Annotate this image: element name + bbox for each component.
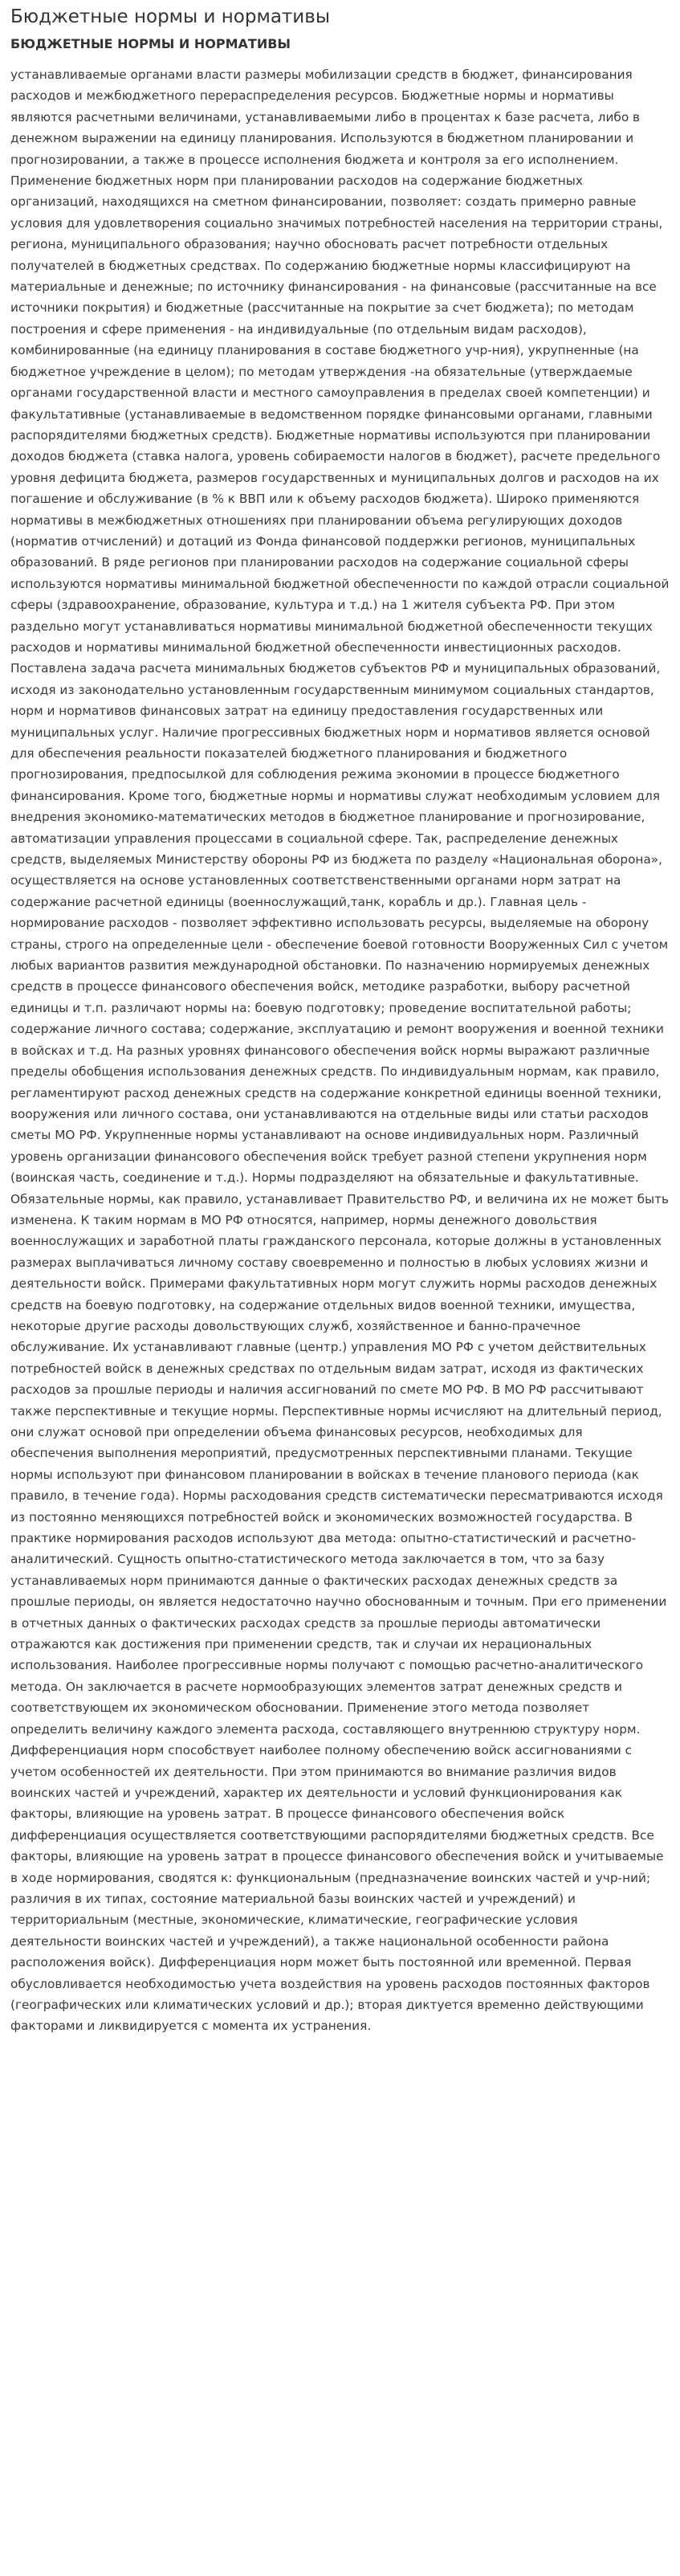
article-body-text: устанавливаемые органами власти размеры мобилизации средств в бюджет, финансирования расходов и межбюджетного перераспределения ресурсов. Бюджетные нормы и нормативы являются расчетными величинами, устанавливаемыми либо в процентах к базе расчета, либо в денежном выражении на единицу планирования. Используются в бюджетном планировании и прогнозировании, а также в процессе исполнения бюджета и контроля за его исполнением. Применение бюджетных норм при планировании расходов на содержание бюджетных организаций, находящихся на сметном финансировании, позволяет: создать примерно равные условия для удовлетворения социально значимых потребностей населения на территории страны, региона, муниципального образования; научно обосновать расчет потребности отдельных получателей в бюджетных средствах. По содержанию бюджетные нормы классифицируют на материальные и денежные; по источнику финансирования - на финансовые (рассчитанные на все источники покрытия) и бюджетные (рассчитанные на покрытие за счет бюджета); по методам построения и сфере применения - на индивидуальные (по отдельным видам расходов), комбинированные (на единицу планирования в составе бюджетного учр-ния), укрупненные (на бюджетное учреждение в целом); по методам утверждения -на обязательные (утверждаемые органами государственной власти и местного самоуправления в пределах своей компетенции) и факультативные (устанавливаемые в ведомственном порядке финансовыми органами, главными распорядителями бюджетных средств). Бюджетные нормативы используются при планировании доходов бюджета (ставка налога, уровень собираемости налогов в бюджет), расчете предельного уровня дефицита бюджета, размеров государственных и муниципальных долгов и расходов на их погашение и обслуживание (в % к ВВП или к объему расходов бюджета). Широко применяются нормативы в межбюджетных отношениях при планировании объема регулирующих доходов (норматив отчислений) и дотаций из Фонда финансовой поддержки регионов, муниципальных образований. В ряде регионов при планировании расходов на содержание социальной сферы используются нормативы минимальной бюджетной обеспеченности по каждой отрасли социальной сферы (здравоохранение, образование, культура и т.д.) на 1 жителя субъекта РФ. При этом раздельно могут устанавливаться нормативы минимальной бюджетной обеспеченности текущих расходов и нормативы минимальной бюджетной обеспеченности инвестиционных расходов. Поставлена задача расчета минимальных бюджетов субъектов РФ и муниципальных образований, исходя из законодательно установленным государственным минимумом социальных стандартов, норм и нормативов финансовых затрат на единицу предоставления государственных или муниципальных услуг. Наличие прогрессивных бюджетных норм и нормативов является основой для обеспечения реальности показателей бюджетного планирования и бюджетного прогнозирования, предпосылкой для соблюдения режима экономии в процессе бюджетного финансирования. Кроме того, бюджетные нормы и нормативы служат необходимым условием для внедрения экономико-математических методов в бюджетное планирование и прогнозирование, автоматизации управления процессами в социальной сфере. Так, распределение денежных средств, выделяемых Министерству обороны РФ из бюджета по разделу «Национальная оборона», осуществляется на основе установленных соответственственными органами норм затрат на содержание расчетной единицы (военнослужащий,танк, корабль и др.). Главная цель - нормирование расходов - позволяет эффективно использовать ресурсы, выделяемые на оборону страны, строго на определенные цели - обеспечение боевой готовности Вооруженных Сил с учетом любых вариантов развития международной обстановки. По назначению нормируемых денежных средств в процессе финансового обеспечения войск, методике разработки, выбору расчетной единицы и т.п. различают нормы на: боевую подготовку; проведение воспитательной работы; содержание личного состава; содержание, эксплуатацию и ремонт вооружения и военной техники в войсках и т.д. На разных уровнях финансового обеспечения войск нормы выражают различные пределы обобщения использования денежных средств. По индивидуальным нормам, как правило, регламентируют расход денежных средств на содержание конкретной единицы военной техники, вооружения или личного состава, они устанавливаются на отдельные виды или статьи расходов сметы МО РФ. Укрупненные нормы устанавливают на основе индивидуальных норм. Различный уровень организации финансового обеспечения войск требует разной степени укрупнения норм (воинская часть, соединение и т.д.). Нормы подразделяют на обязательные и факультативные. Обязательные нормы, как правило, устанавливает Правительство РФ, и величина их не может быть изменена. К таким нормам в МО РФ относятся, например, нормы денежного довольствия военнослужащих и заработной платы гражданского персонала, которые должны в установленных размерах выплачиваться личному составу своевременно и полностью в любых условиях жизни и деятельности войск. Примерами факультативных норм могут служить нормы расходов денежных средств на боевую подготовку, на содержание отдельных видов военной техники, имущества, некоторые другие расходы довольствующих служб, хозяйственное и банно-прачечное обслуживание. Их устанавливают главные (центр.) управления МО РФ с учетом действительных потребностей войск в денежных средствах по отдельным видам затрат, исходя из фактических расходов за прошлые периоды и наличия ассигнований по смете МО РФ. В МО РФ рассчитывают также перспективные и текущие нормы. Перспективные нормы исчисляют на длительный период, они служат основой при определении объема финансовых ресурсов, необходимых для обеспечения выполнения мероприятий, предусмотренных перспективными планами. Текущие нормы используют при финансовом планировании в войсках в течение планового периода (как правило, в течение года). Нормы расходования средств систематически пересматриваются исходя из постоянно меняющихся потребностей войск и экономических возможностей государства. В практике нормирования расходов используют два метода: опытно-статистический и расчетно-аналитический. Сущность опытно-статистического метода заключается в том, что за базу устанавливаемых норм принимаются данные о фактических расходах денежных средств за прошлые периоды, он является недостаточно научно обоснованным и точным. При его применении в отчетных данных о фактических расходах средств за прошлые периоды автоматически отражаются как достижения при применении средств, так и случаи их нерациональных использования. Наиболее прогрессивные нормы получают с помощью расчетно-аналитического метода. Он заключается в расчете нормообразующих элементов затрат денежных средств и соответствующем их экономическом обосновании. Применение этого метода позволяет определить величину каждого элемента расхода, составляющего внутреннюю структуру норм. Дифференциация норм способствует наиболее полному обеспечению войск ассигнованиями с учетом особенностей их деятельности. При этом принимаются во внимание различия видов воинских частей и учреждений, характер их деятельности и условий функционирования как факторы, влияющие на уровень затрат. В процессе финансового обеспечения войск дифференциация осуществляется соответствующими распорядителями бюджетных средств. Все факторы, влияющие на уровень затрат в процессе финансового обеспечения войск и учитываемые в ходе нормирования, сводятся к: функциональным (предназначение воинских частей и учр-ний; различия в их типах, состояние материальной базы воинских частей и учреждений) и территориальным (местные, экономические, климатические, географические условия деятельности воинских частей и учреждений), а также национальной особенности района расположения войск). Дифференциация норм может быть постоянной или временной. Первая обусловливается необходимостью учета воздействия на уровень расходов постоянных факторов (географических или климатических условий и др.); вторая диктуется временно действующими факторами и ликвидируется с момента их устранения.	[10, 67, 670, 2034]
article-subtitle: БЮДЖЕТНЫЕ НОРМЫ И НОРМАТИВЫ	[10, 36, 291, 51]
article-title: Бюджетные нормы и нормативы	[10, 6, 330, 27]
